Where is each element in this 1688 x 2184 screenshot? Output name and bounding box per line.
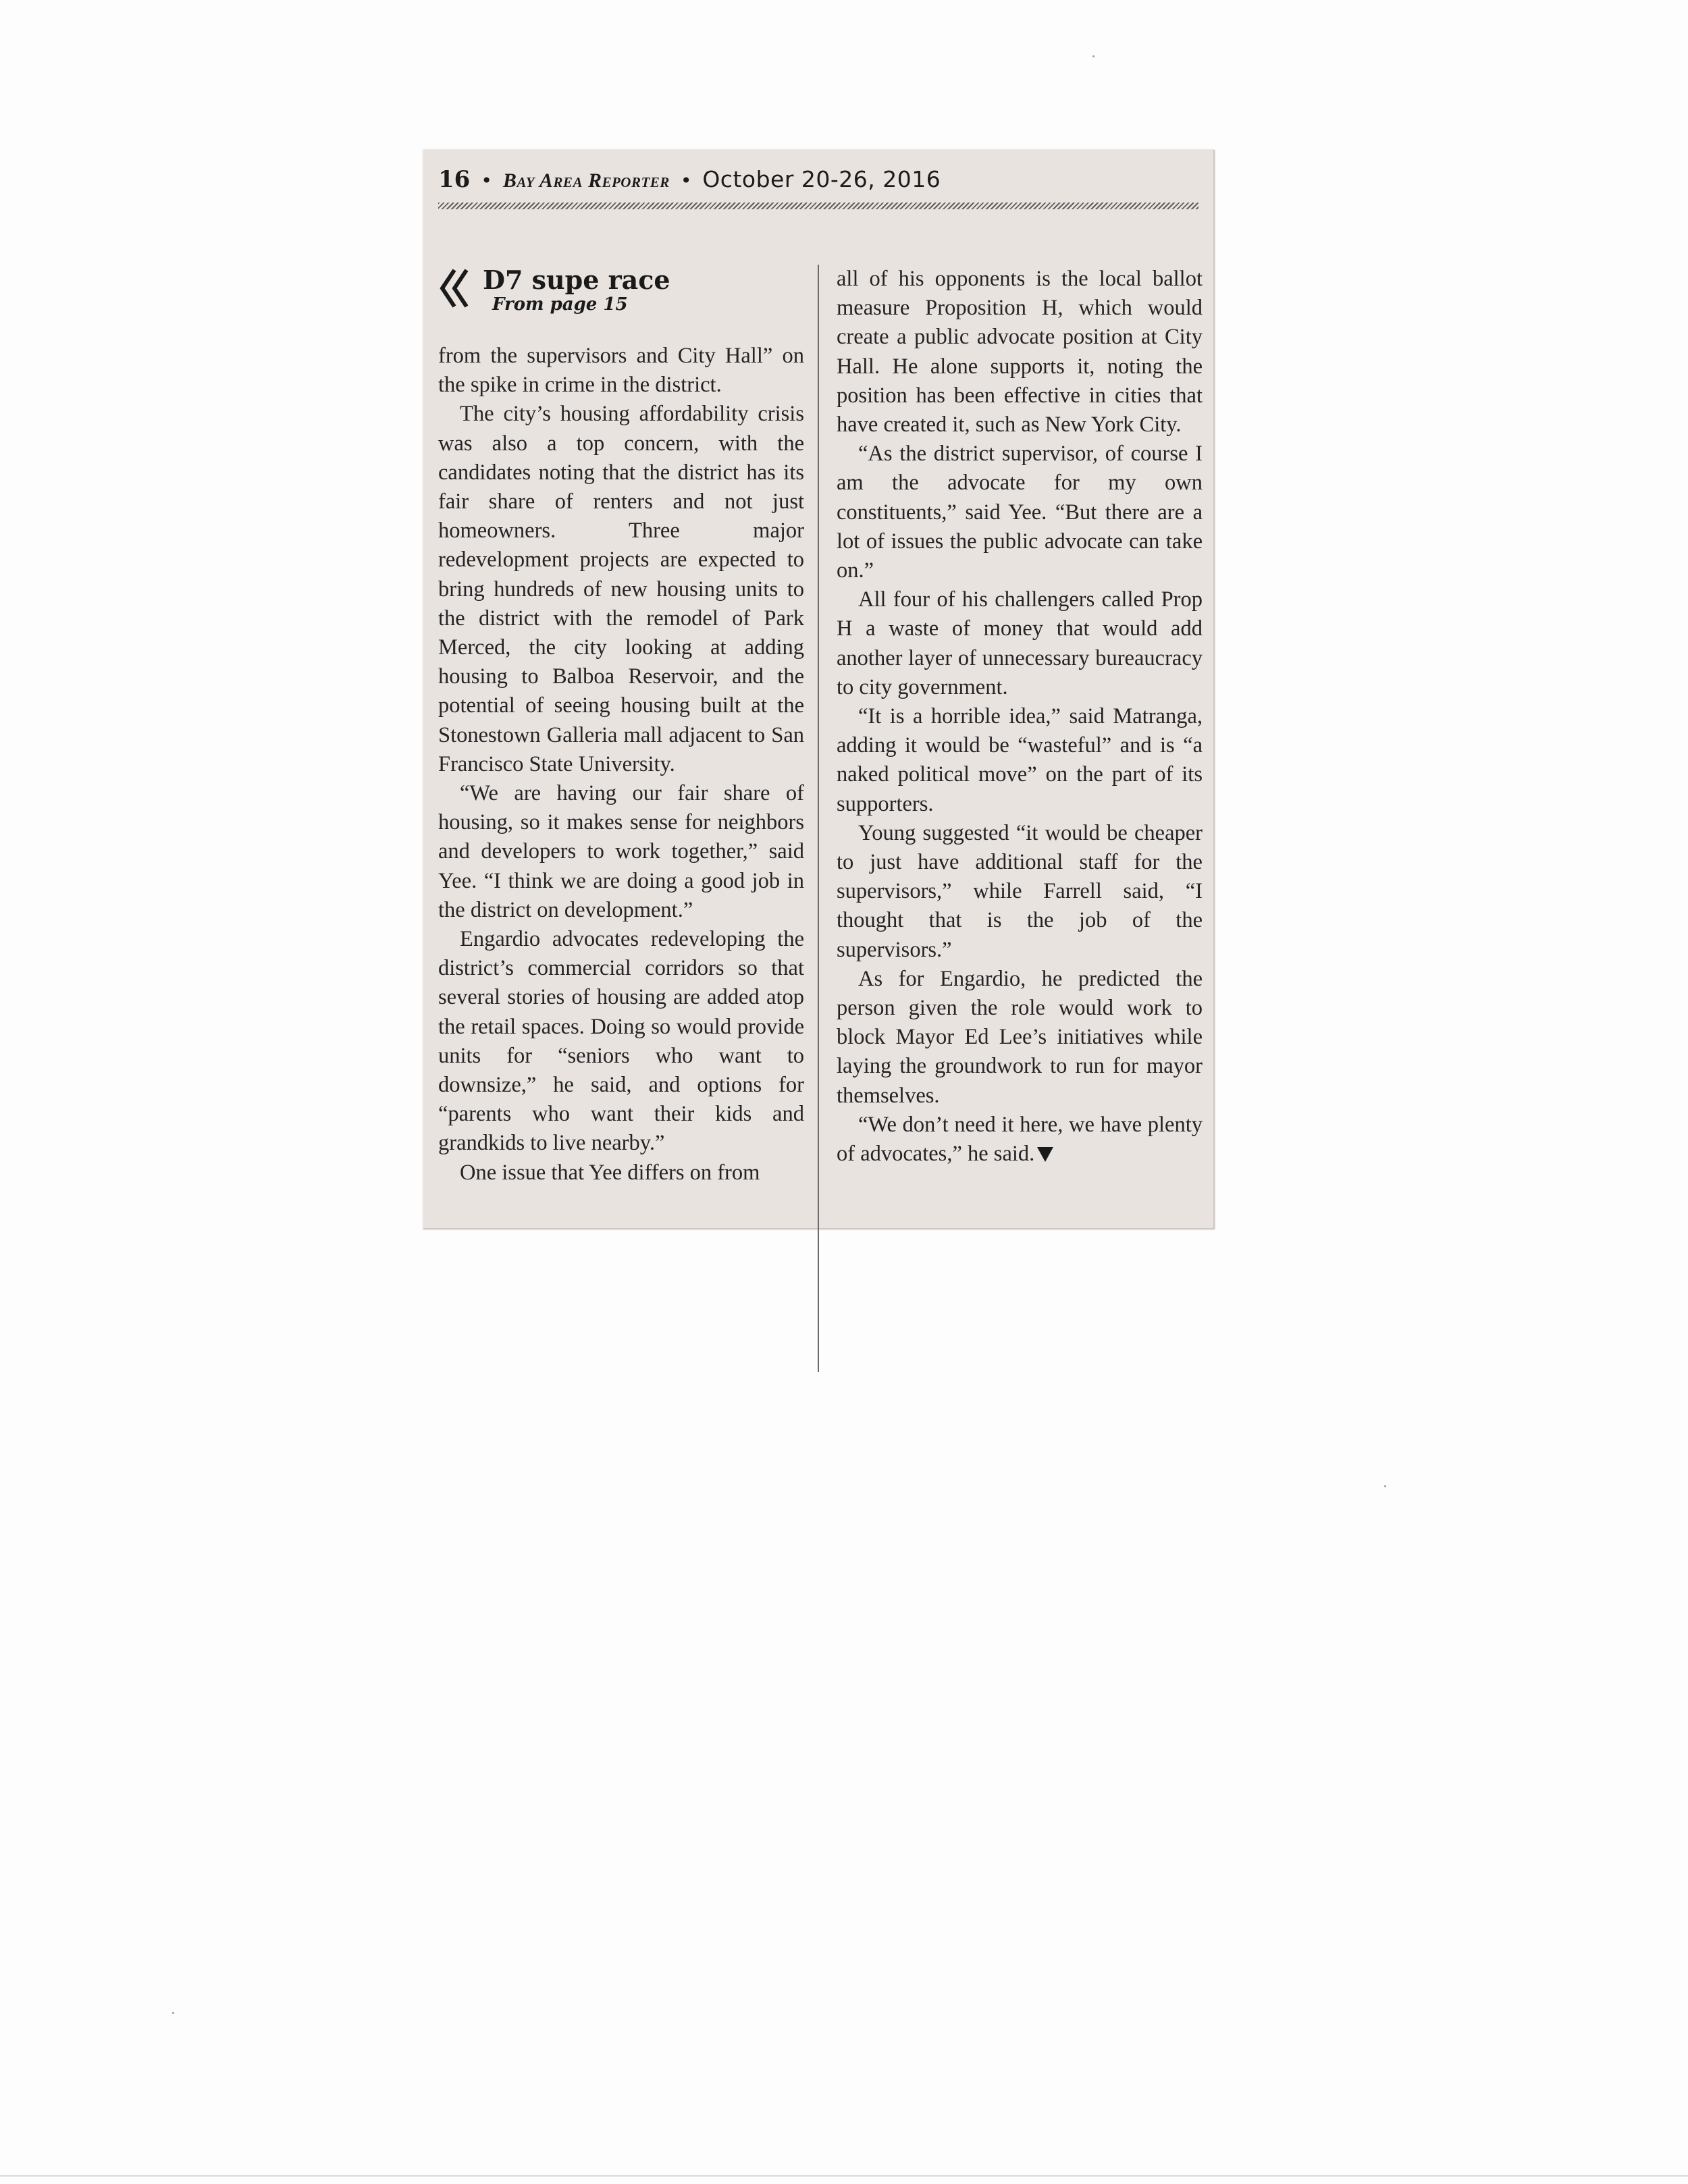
jump-line: From page 15 (492, 294, 628, 315)
paragraph-last (837, 1111, 1203, 1169)
continued-header (438, 265, 803, 322)
column-divider (818, 265, 819, 1372)
article-column-left (438, 342, 804, 1188)
scan-speck (172, 2012, 174, 2014)
article-column-right (837, 265, 1203, 1169)
paragraph: One issue that Yee differs on from (460, 1160, 760, 1185)
folio-bullet: • (680, 169, 692, 192)
paragraph: Young suggested “it would be cheaper to just have additional staff for the supervisors,” while Farrell said, “I thought that is the job of the supervisors.” (837, 820, 1203, 962)
paragraph: Engardio advocates redeveloping the district’s commercial corridors so that several stories of housing are added atop the retail spaces. Doing so would provide units for “seniors who want to downsize,” he said, and options for “parents who want their kids and grandkids to live nearby.” (438, 927, 804, 1156)
publication-name: Bay Area Reporter (502, 169, 670, 192)
article-headline: D7 supe race (483, 265, 670, 295)
paragraph: “As the district supervisor, of course I am the advocate for my own constituents,” said Yee. “But there are a lot of issues the public advocate can take on.” (837, 442, 1203, 583)
paragraph: “We are having our fair share of housing, so it makes sense for neighbors and developers to work together,” said Yee. “I think we are doing a good job in the district on development.” (438, 781, 804, 922)
scan-speck (1092, 55, 1094, 57)
scan-speck (1384, 1485, 1386, 1487)
paragraph: “It is a horrible idea,” said Matranga, adding it would be “wasteful” and is “a naked political move” on the part of its supporters. (837, 704, 1203, 816)
paragraph-text: “We don’t need it here, we have plenty of advocates,” he said. (837, 1112, 1203, 1167)
page-number: 16 (438, 166, 471, 193)
page-folio (438, 166, 941, 200)
issue-date: October 20-26, 2016 (702, 166, 941, 192)
paragraph: from the supervisors and City Hall” on the spike in crime in the district. (438, 344, 804, 398)
double-chevron-left-icon (438, 267, 473, 309)
down-triangle-end-mark-icon (1037, 1147, 1053, 1162)
paragraph: As for Engardio, he predicted the person given the role would work to block Mayor Ed Lee’s initiatives while laying the groundwork to run for mayor themselves. (837, 966, 1203, 1108)
newspaper-clipping (423, 150, 1215, 1229)
folio-bullet: • (481, 169, 492, 192)
paragraph: The city’s housing affordability crisis was also a top concern, with the candidates noting that the district has its fair share of renters and not just homeowners. Three major redevelopment projects are expected to bring hundreds of new housing units to the district with the remodel of Park Merced, the city looking at adding housing to Balboa Reservoir, and the potential of seeing housing built at the Stonestown Galleria mall adjacent to San Francisco State University. (438, 402, 804, 776)
page-bottom-edge (0, 2175, 1688, 2177)
folio-rule (438, 203, 1198, 209)
paragraph: all of his opponents is the local ballot measure Proposition H, which would create a public advocate position at City Hall. He alone supports it, noting the position has been effective in cities that have created it, such as New York City. (837, 267, 1203, 437)
paragraph: All four of his challengers called Prop H a waste of money that would add another layer of unnecessary bureaucracy to city government. (837, 587, 1203, 699)
